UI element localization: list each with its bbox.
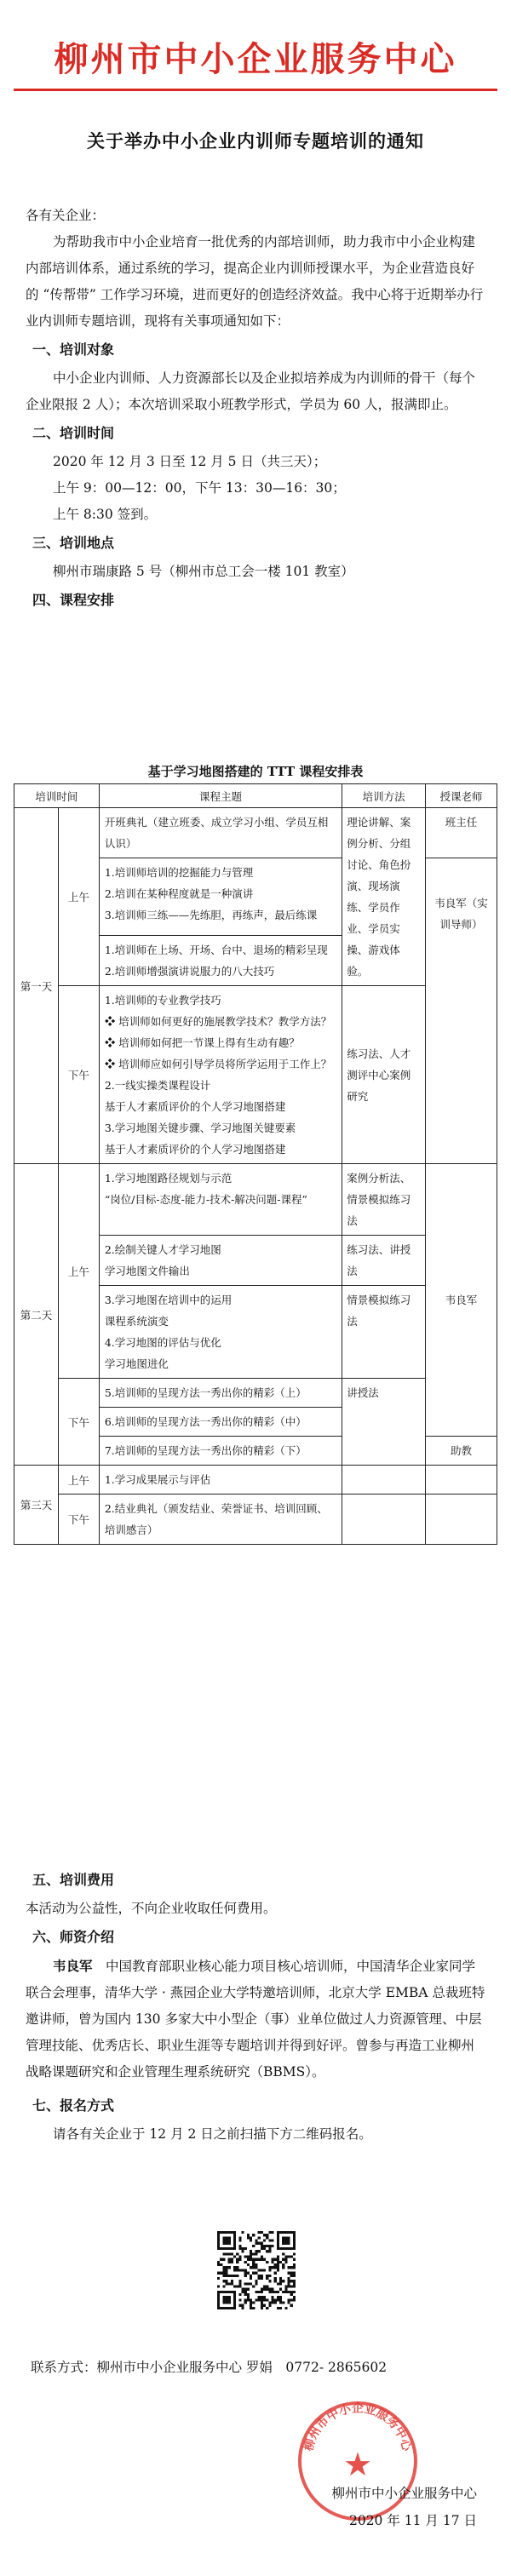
section-heading-1: 一、培训对象 (32, 341, 115, 358)
org-name: 柳州市中小企业服务中心 (54, 40, 457, 79)
teacher-cell: 韦良军 (426, 1164, 497, 1437)
teacher-bio: 韦良军 中国教育部职业核心能力项目核心培训师，中国清华企业家同学联合会理事，清华大学 · 燕园企业大学特邀培训师，北京大学 EMBA 总裁班特邀讲师，曾为国内 130 多家大中小型企（事）业单位做过人力资源管理、中层管理技能、优秀店长、职业生涯等专题培训并得到好评。曾参与再造工业柳州战略课题研究和企业管理生理系统研究（BBMS）。 (26, 1958, 485, 2080)
notice-body-continued (26, 1865, 485, 2148)
registration-qr-code[interactable] (217, 2231, 296, 2309)
period-label: 上午 (58, 1164, 99, 1379)
contact-line: 联系方式：柳州市中小企业服务中心 罗娟 0772- 2865602 (31, 2360, 388, 2375)
period-label: 上午 (58, 1466, 99, 1495)
topic-cell: 5.培训师的呈现方法一秀出你的精彩（上） (99, 1379, 342, 1408)
teacher-name: 韦良军 (53, 1958, 93, 1974)
period-label: 下午 (58, 1379, 99, 1466)
table-row (14, 1379, 497, 1408)
section-heading-6: 六、师资介绍 (32, 1929, 115, 1945)
signature-org: 柳州市中小企业服务中心 (331, 2486, 477, 2501)
topic-cell: 1.学习地图路径规划与示范 “岗位/目标-态度-能力-技术-解决问题-课程” (99, 1164, 342, 1236)
teacher-cell: 韦良军（实训导师） (426, 858, 497, 1164)
period-label: 上午 (58, 808, 99, 986)
topic-cell: 1.培训师培训的挖掘能力与管理 2.培训在某种程度就是一种演讲 3.培训师三练——先练胆，再练声，最后练课 (99, 858, 342, 936)
header-cell: 培训方法 (342, 784, 426, 808)
teacher-cell (426, 1495, 497, 1545)
topic-cell: 2.结业典礼（颁发结业、荣誉证书、培训回顾、培训感言） (99, 1495, 342, 1545)
header-cell: 培训时间 (14, 784, 100, 808)
period-label: 下午 (58, 986, 99, 1164)
table-row (14, 808, 497, 858)
notice-title: 关于举办中小企业内训师专题培训的通知 (87, 131, 424, 152)
method-cell: 练习法、讲授法 (342, 1236, 426, 1286)
topic-cell: 7.培训师的呈现方法一秀出你的精彩（下） (99, 1437, 342, 1466)
table-row (14, 1495, 497, 1545)
period-label: 下午 (58, 1495, 99, 1545)
letterhead (0, 0, 511, 98)
method-cell (342, 1466, 426, 1495)
topic-cell: 1.学习成果展示与评估 (99, 1466, 342, 1495)
signature-date: 2020 年 11 月 17 日 (348, 2513, 477, 2528)
seal-text: 柳州市中小企业服务中心 (301, 2401, 414, 2453)
method-cell (342, 1495, 426, 1545)
section-text-3: 柳州市瑞康路 5 号（柳州市总工会一楼 101 教室） (53, 564, 354, 579)
method-cell: 理论讲解、案例分析、分组讨论、角色扮演、现场演练、学员作业、学员实操、游戏体验。 (342, 808, 426, 986)
header-red-rule (14, 89, 497, 91)
schedule-title: 基于学习地图搭建的 TTT 课程安排表 (147, 764, 364, 779)
fees-text: 本活动为公益性，不向企业收取任何费用。 (26, 1901, 277, 1916)
time-line: 2020 年 12 月 3 日至 12 月 5 日（共三天）； (53, 454, 327, 469)
section-heading-3: 三、培训地点 (32, 535, 115, 551)
section-heading-7: 七、报名方式 (32, 2097, 115, 2114)
topic-cell: 3.学习地图在培训中的运用 课程系统演变 4.学习地图的评估与优化 学习地图进化 (99, 1286, 342, 1379)
time-line: 上午 9：00—12：00，下午 13：30—16：30； (53, 480, 346, 496)
teacher-cell: 助教 (426, 1437, 497, 1466)
signup-text: 请各有关企业于 12 月 2 日之前扫描下方二维码报名。 (53, 2126, 372, 2142)
intro-paragraph: 为帮助我市中小企业培育一批优秀的内部培训师，助力我市中小企业构建内部培训体系，通过系统的学习，提高企业内训师授课水平，为企业营造良好的 “传帮带” 工作学习环境，进而更好的创造经济效益。我中心将于近期举办行业内训师专题培训，现将有关事项通知如下： (26, 234, 484, 329)
signature-block (256, 2480, 477, 2534)
schedule-table (14, 783, 497, 1545)
method-cell: 讲授法 (342, 1379, 426, 1466)
day-label: 第三天 (14, 1466, 59, 1545)
day-label: 第二天 (14, 1164, 59, 1466)
topic-cell: 1.培训师在上场、开场、台中、退场的精彩呈现 2.培训师增强演讲说服力的八大技巧 (99, 936, 342, 986)
section-heading-4: 四、课程安排 (32, 592, 115, 608)
notice-body (26, 203, 485, 616)
topic-cell: 6.培训师的呈现方法一秀出你的精彩（中） (99, 1408, 342, 1437)
section-text-1: 中小企业内训师、人力资源部长以及企业拟培养成为内训师的骨干（每个企业限报 2 人）；本次培训采取小班教学形式，学员为 60 人，报满即止。 (26, 370, 476, 412)
method-cell: 情景模拟练习法 (342, 1286, 426, 1379)
time-line: 上午 8:30 签到。 (53, 507, 158, 522)
method-cell: 练习法、人才测评中心案例研究 (342, 986, 426, 1164)
teacher-cell (426, 1466, 497, 1495)
table-row (14, 986, 497, 1164)
teacher-cell: 班主任 (426, 808, 497, 858)
method-cell: 案例分析法、情景模拟练习法 (342, 1164, 426, 1236)
header-cell: 授课老师 (426, 784, 497, 808)
section-heading-5: 五、培训费用 (32, 1872, 115, 1888)
topic-cell: 1.培训师的专业教学技巧 ❖ 培训师如何更好的施展教学技术？教学方法？ ❖ 培训师如何把一节课上得有生动有趣？ ❖ 培训师应如何引导学员将所学运用于工作上？ 2.一线实操类课程设计 基于人才素质评价的个人学习地图搭建 3.学习地图关键步骤、学习地图关键要素 基于人才素质评价的个人学习地图搭建 (99, 986, 342, 1164)
table-row (14, 1466, 497, 1495)
day-label: 第一天 (14, 808, 59, 1164)
topic-cell: 开班典礼（建立班委、成立学习小组、学员互相认识） (99, 808, 342, 858)
svg-text:★: ★ (342, 2446, 373, 2483)
header-cell: 课程主题 (99, 784, 342, 808)
section-heading-2: 二、培训时间 (32, 425, 115, 441)
salutation: 各有关企业： (26, 208, 106, 223)
table-row (14, 1164, 497, 1236)
table-header-row (14, 784, 497, 808)
topic-cell: 2.绘制关键人才学习地图 学习地图文件输出 (99, 1236, 342, 1286)
